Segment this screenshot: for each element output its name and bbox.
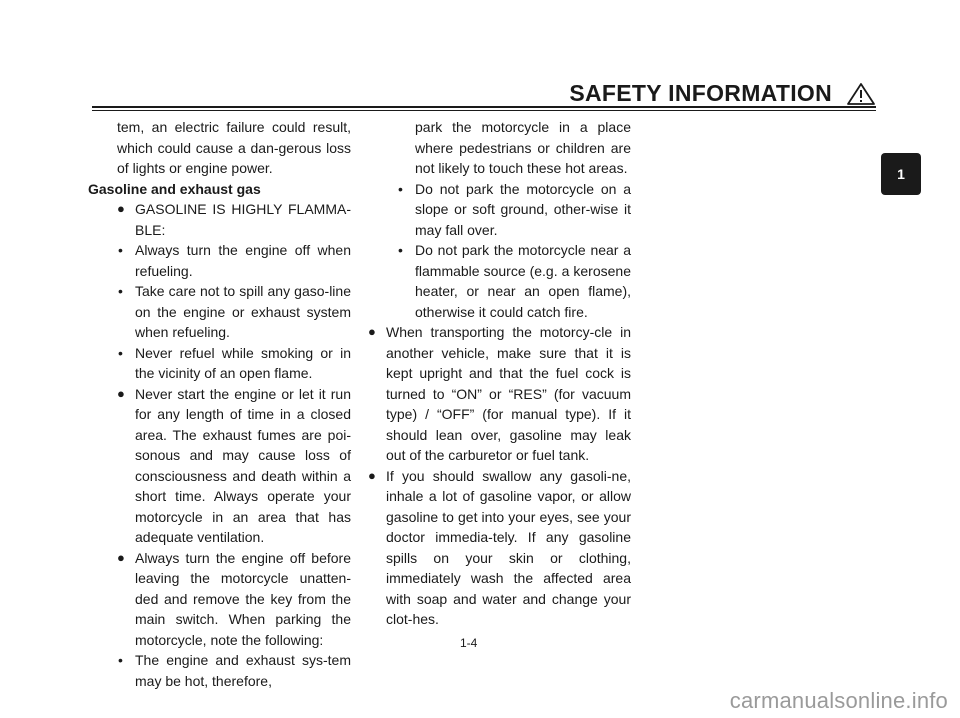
warning-triangle-icon [846, 82, 876, 106]
page-number: 1-4 [460, 636, 478, 650]
section-heading: Gasoline and exhaust gas [88, 180, 261, 197]
bullet-item: ● Always turn the engine off before leaving the motorcycle unatten-ded and remove the key from the main switch. When parking the motorcycle, note the following: [117, 548, 351, 651]
sub-bullet-item: • The engine and exhaust sys-tem may be hot, therefore, [118, 650, 351, 691]
sub-bullet-item: • Do not park the motorcycle near a flammable source (e.g. a kerosene heater, or near an open flame), otherwise it could catch fire. [398, 240, 631, 322]
continued-text: park the motorcycle in a place where pedestrians or children are not likely to touch these hot areas. [415, 119, 631, 176]
bullet-item: ● If you should swallow any gasoli-ne, inhale a lot of gasoline vapor, or allow gasoline to get into your eyes, see your doctor immedia-tely. If any gasoline spills on your skin or clothing, immediately wash the affected area with soap and water and change your clot-hes. [368, 466, 631, 630]
page-header [92, 78, 876, 108]
bullet-item: ● When transporting the motorcy-cle in another vehicle, make sure that it is kept upright and that the fuel cock is turned to “ON” or “RES” (for vacuum type) / “OFF” (for manual type). If it should lean over, gasoline may leak out of the carburetor or fuel tank. [368, 322, 631, 466]
watermark: carmanualsonline.info [729, 688, 948, 713]
sub-bullet-item: • Do not park the motorcycle on a slope or soft ground, other-wise it may fall over. [398, 179, 631, 241]
bullet-item: ● Never start the engine or let it run for any length of time in a closed area. The exhaust fumes are poi-sonous and may cause loss of consciousness and death within a short time. Always operate your motorcycle in an area that has adequate ventilation. [117, 384, 351, 548]
header-rule-thick [92, 106, 876, 108]
header-rule-thin [92, 110, 876, 111]
section-title: SAFETY INFORMATION [569, 80, 832, 106]
continued-text: tem, an electric failure could result, which could cause a dan-gerous loss of lights or engine power. [117, 119, 351, 176]
bullet-item: ● GASOLINE IS HIGHLY FLAMMA-BLE: [117, 199, 351, 240]
right-column [368, 117, 631, 630]
left-column [88, 117, 351, 691]
sub-bullet-item: • Never refuel while smoking or in the vicinity of an open flame. [118, 343, 351, 384]
chapter-tab: 1 [881, 153, 921, 195]
sub-bullet-item: • Always turn the engine off when refueling. [118, 240, 351, 281]
sub-bullet-item: • Take care not to spill any gaso-line on the engine or exhaust system when refueling. [118, 281, 351, 343]
